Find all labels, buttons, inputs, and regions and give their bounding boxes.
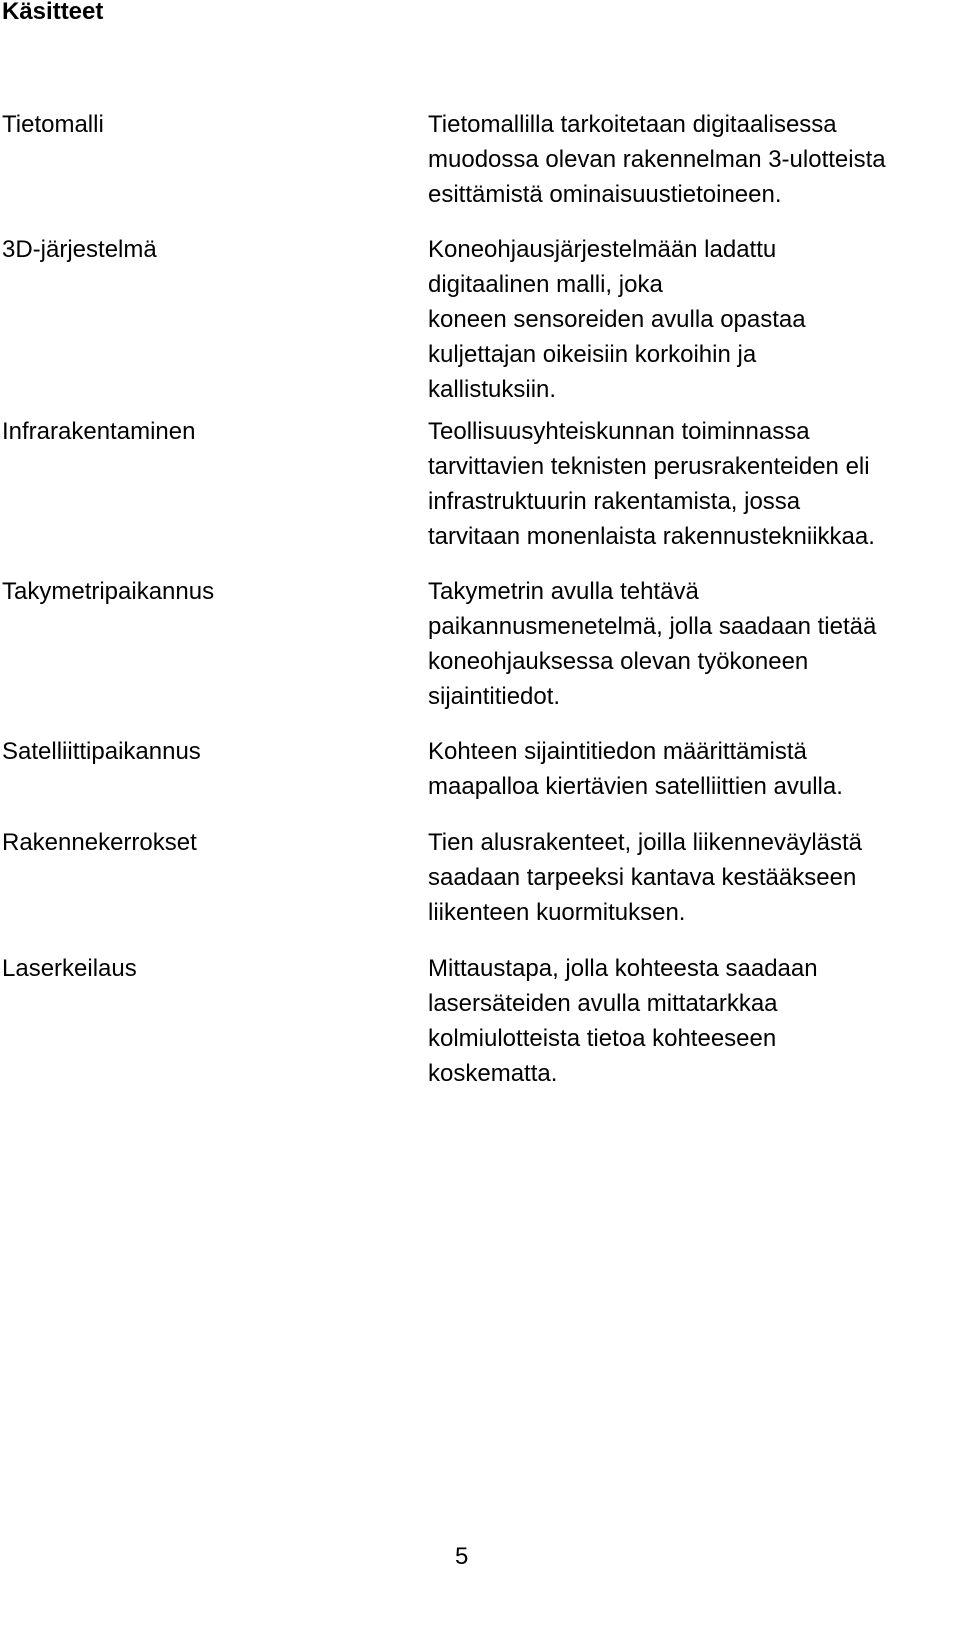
glossary-definition (428, 414, 875, 554)
definition-line: koskematta. (428, 1060, 558, 1087)
definition-line: Tietomallilla tarkoitetaan digitaalisessa (428, 111, 837, 138)
definition-line: saadaan tarpeeksi kantava kestääkseen (428, 864, 857, 891)
definition-line: tarvittavien teknisten perusrakenteiden eli (428, 453, 870, 480)
definition-line: paikannusmenetelmä, jolla saadaan tietää (428, 613, 877, 640)
glossary-term: Takymetripaikannus (2, 578, 215, 605)
glossary-term: Tietomalli (2, 111, 104, 138)
definition-line: koneen sensoreiden avulla opastaa (428, 306, 806, 333)
glossary-definition (428, 232, 806, 407)
definition-line: Kohteen sijaintitiedon määrittämistä (428, 738, 807, 765)
glossary-definition (428, 574, 876, 714)
definition-line: tarvitaan monenlaista rakennustekniikkaa. (428, 523, 875, 550)
glossary-definition (428, 951, 818, 1091)
glossary-definition (428, 107, 886, 212)
glossary-term: Infrarakentaminen (2, 418, 196, 445)
page-title: Käsitteet (2, 0, 104, 25)
definition-line: sijaintitiedot. (428, 683, 561, 710)
definition-line: Tien alusrakenteet, joilla liikenneväylästä (428, 829, 863, 856)
definition-line: liikenteen kuormituksen. (428, 899, 686, 926)
definition-line: Teollisuusyhteiskunnan toiminnassa (428, 418, 810, 445)
glossary-definition (428, 734, 843, 804)
glossary-term: 3D-järjestelmä (2, 236, 157, 263)
glossary-definition (428, 825, 862, 930)
definition-line: Koneohjausjärjestelmään ladattu (428, 236, 777, 263)
definition-line: kolmiulotteista tietoa kohteeseen (428, 1025, 777, 1052)
definition-line: Takymetrin avulla tehtävä (428, 578, 699, 605)
definition-line: maapalloa kiertävien satelliittien avulla. (428, 773, 843, 800)
definition-line: kuljettajan oikeisiin korkoihin ja (428, 341, 757, 368)
glossary-term: Laserkeilaus (2, 955, 137, 982)
definition-line: kallistuksiin. (428, 376, 557, 403)
definition-line: lasersäteiden avulla mittatarkkaa (428, 990, 778, 1017)
glossary-term: Rakennekerrokset (2, 829, 197, 856)
definition-line: digitaalinen malli, joka (428, 271, 663, 298)
glossary-term: Satelliittipaikannus (2, 738, 201, 765)
definition-line: koneohjauksessa olevan työkoneen (428, 648, 809, 675)
definition-line: Mittaustapa, jolla kohteesta saadaan (428, 955, 818, 982)
definition-line: esittämistä ominaisuustietoineen. (428, 181, 782, 208)
definition-line: infrastruktuurin rakentamista, jossa (428, 488, 801, 515)
page-number: 5 (455, 1543, 469, 1570)
definition-line: muodossa olevan rakennelman 3-ulotteista (428, 146, 886, 173)
